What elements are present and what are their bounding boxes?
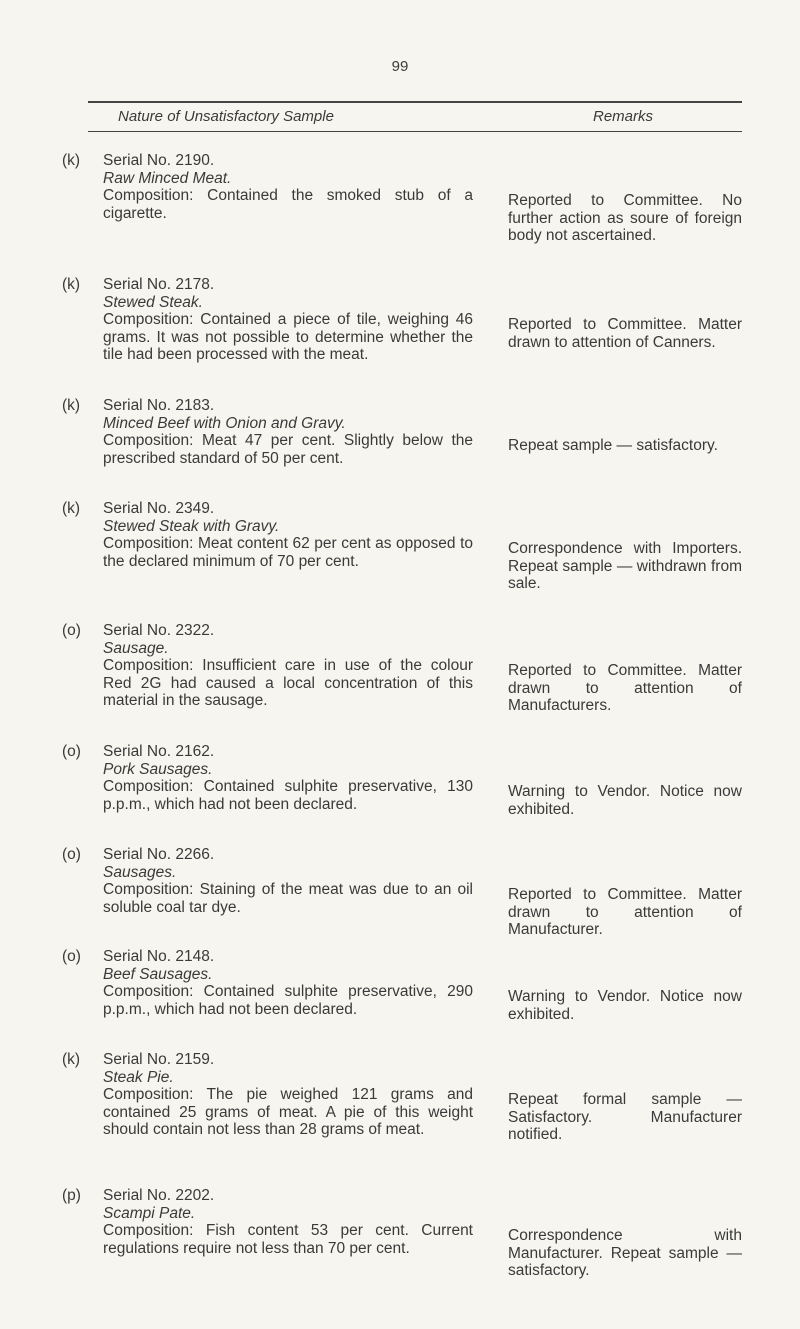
entry-composition: Composition: Contained the smoked stub of a cigarette. [103,187,473,222]
entry-serial: Serial No. 2162. [103,743,215,760]
entry-remarks: Reported to Committee. No further action as soure of foreign body not ascertained. [508,192,742,244]
entry-product: Raw Minced Meat. [103,169,232,187]
entry-code: (k) [62,1051,81,1068]
entry-product: Steak Pie. [103,1068,174,1086]
entry-code: (o) [62,948,81,965]
entry-composition: Composition: Meat content 62 per cent as opposed to the declared minimum of 70 per cent. [103,535,473,570]
entry-composition: Composition: Staining of the meat was due to an oil soluble coal tar dye. [103,881,473,916]
entry-composition: Composition: Contained a piece of tile, weighing 46 grams. It was not possible to determine whether the tile had been processed with the meat. [103,311,473,363]
entry-serial: Serial No. 2266. [103,846,215,863]
entry-serial: Serial No. 2190. [103,152,215,169]
entry-remarks: Correspondence with Importers. Repeat sample — withdrawn from sale. [508,540,742,592]
entry-composition: Composition: Meat 47 per cent. Slightly below the prescribed standard of 50 per cent. [103,432,473,467]
entry-remarks: Repeat formal sample — Satisfactory. Manufacturer notified. [508,1091,742,1143]
entry-code: (k) [62,500,81,517]
entry-product: Sausage. [103,639,169,657]
header-top-rule [88,101,742,103]
entry-composition: Composition: Contained sulphite preservative, 130 p.p.m., which had not been declared. [103,778,473,813]
entry-serial: Serial No. 2178. [103,276,215,293]
header-bottom-rule [88,131,742,132]
entry-serial: Serial No. 2183. [103,397,215,414]
entry-remarks: Warning to Vendor. Notice now exhibited. [508,988,742,1023]
column-header-nature: Nature of Unsatisfactory Sample [118,108,334,125]
entry-code: (k) [62,152,81,169]
entry-remarks: Reported to Committee. Matter drawn to attention of Manufacturer. [508,886,742,938]
entry-composition: Composition: Contained sulphite preservative, 290 p.p.m., which had not been declared. [103,983,473,1018]
entry-serial: Serial No. 2202. [103,1187,215,1204]
entry-product: Beef Sausages. [103,965,213,983]
entry-serial: Serial No. 2159. [103,1051,215,1068]
entry-composition: Composition: The pie weighed 121 grams and contained 25 grams of meat. A pie of this weight should contain not less than 28 grams of meat. [103,1086,473,1138]
entry-remarks: Correspondence with Manufacturer. Repeat sample — satisfactory. [508,1227,742,1279]
entry-remarks: Reported to Committee. Matter drawn to attention of Canners. [508,316,742,351]
entry-code: (o) [62,622,81,639]
entry-product: Stewed Steak with Gravy. [103,517,280,535]
entry-product: Stewed Steak. [103,293,203,311]
entry-remarks: Repeat sample — satisfactory. [508,437,718,454]
entry-product: Pork Sausages. [103,760,213,778]
page-number: 99 [391,58,409,75]
entry-product: Scampi Pate. [103,1204,196,1222]
entry-serial: Serial No. 2349. [103,500,215,517]
entry-remarks: Warning to Vendor. Notice now exhibited. [508,783,742,818]
entry-code: (k) [62,397,81,414]
entry-serial: Serial No. 2148. [103,948,215,965]
entry-serial: Serial No. 2322. [103,622,215,639]
entry-code: (o) [62,846,81,863]
entry-composition: Composition: Insufficient care in use of the colour Red 2G had caused a local concentration of this material in the sausage. [103,657,473,709]
entry-code: (k) [62,276,81,293]
entry-product: Sausages. [103,863,177,881]
entry-composition: Composition: Fish content 53 per cent. Current regulations require not less than 70 per cent. [103,1222,473,1257]
entry-code: (p) [62,1187,81,1204]
entry-code: (o) [62,743,81,760]
column-header-remarks: Remarks [593,108,654,125]
entry-product: Minced Beef with Onion and Gravy. [103,414,346,432]
entry-remarks: Reported to Committee. Matter drawn to attention of Manufacturers. [508,662,742,714]
